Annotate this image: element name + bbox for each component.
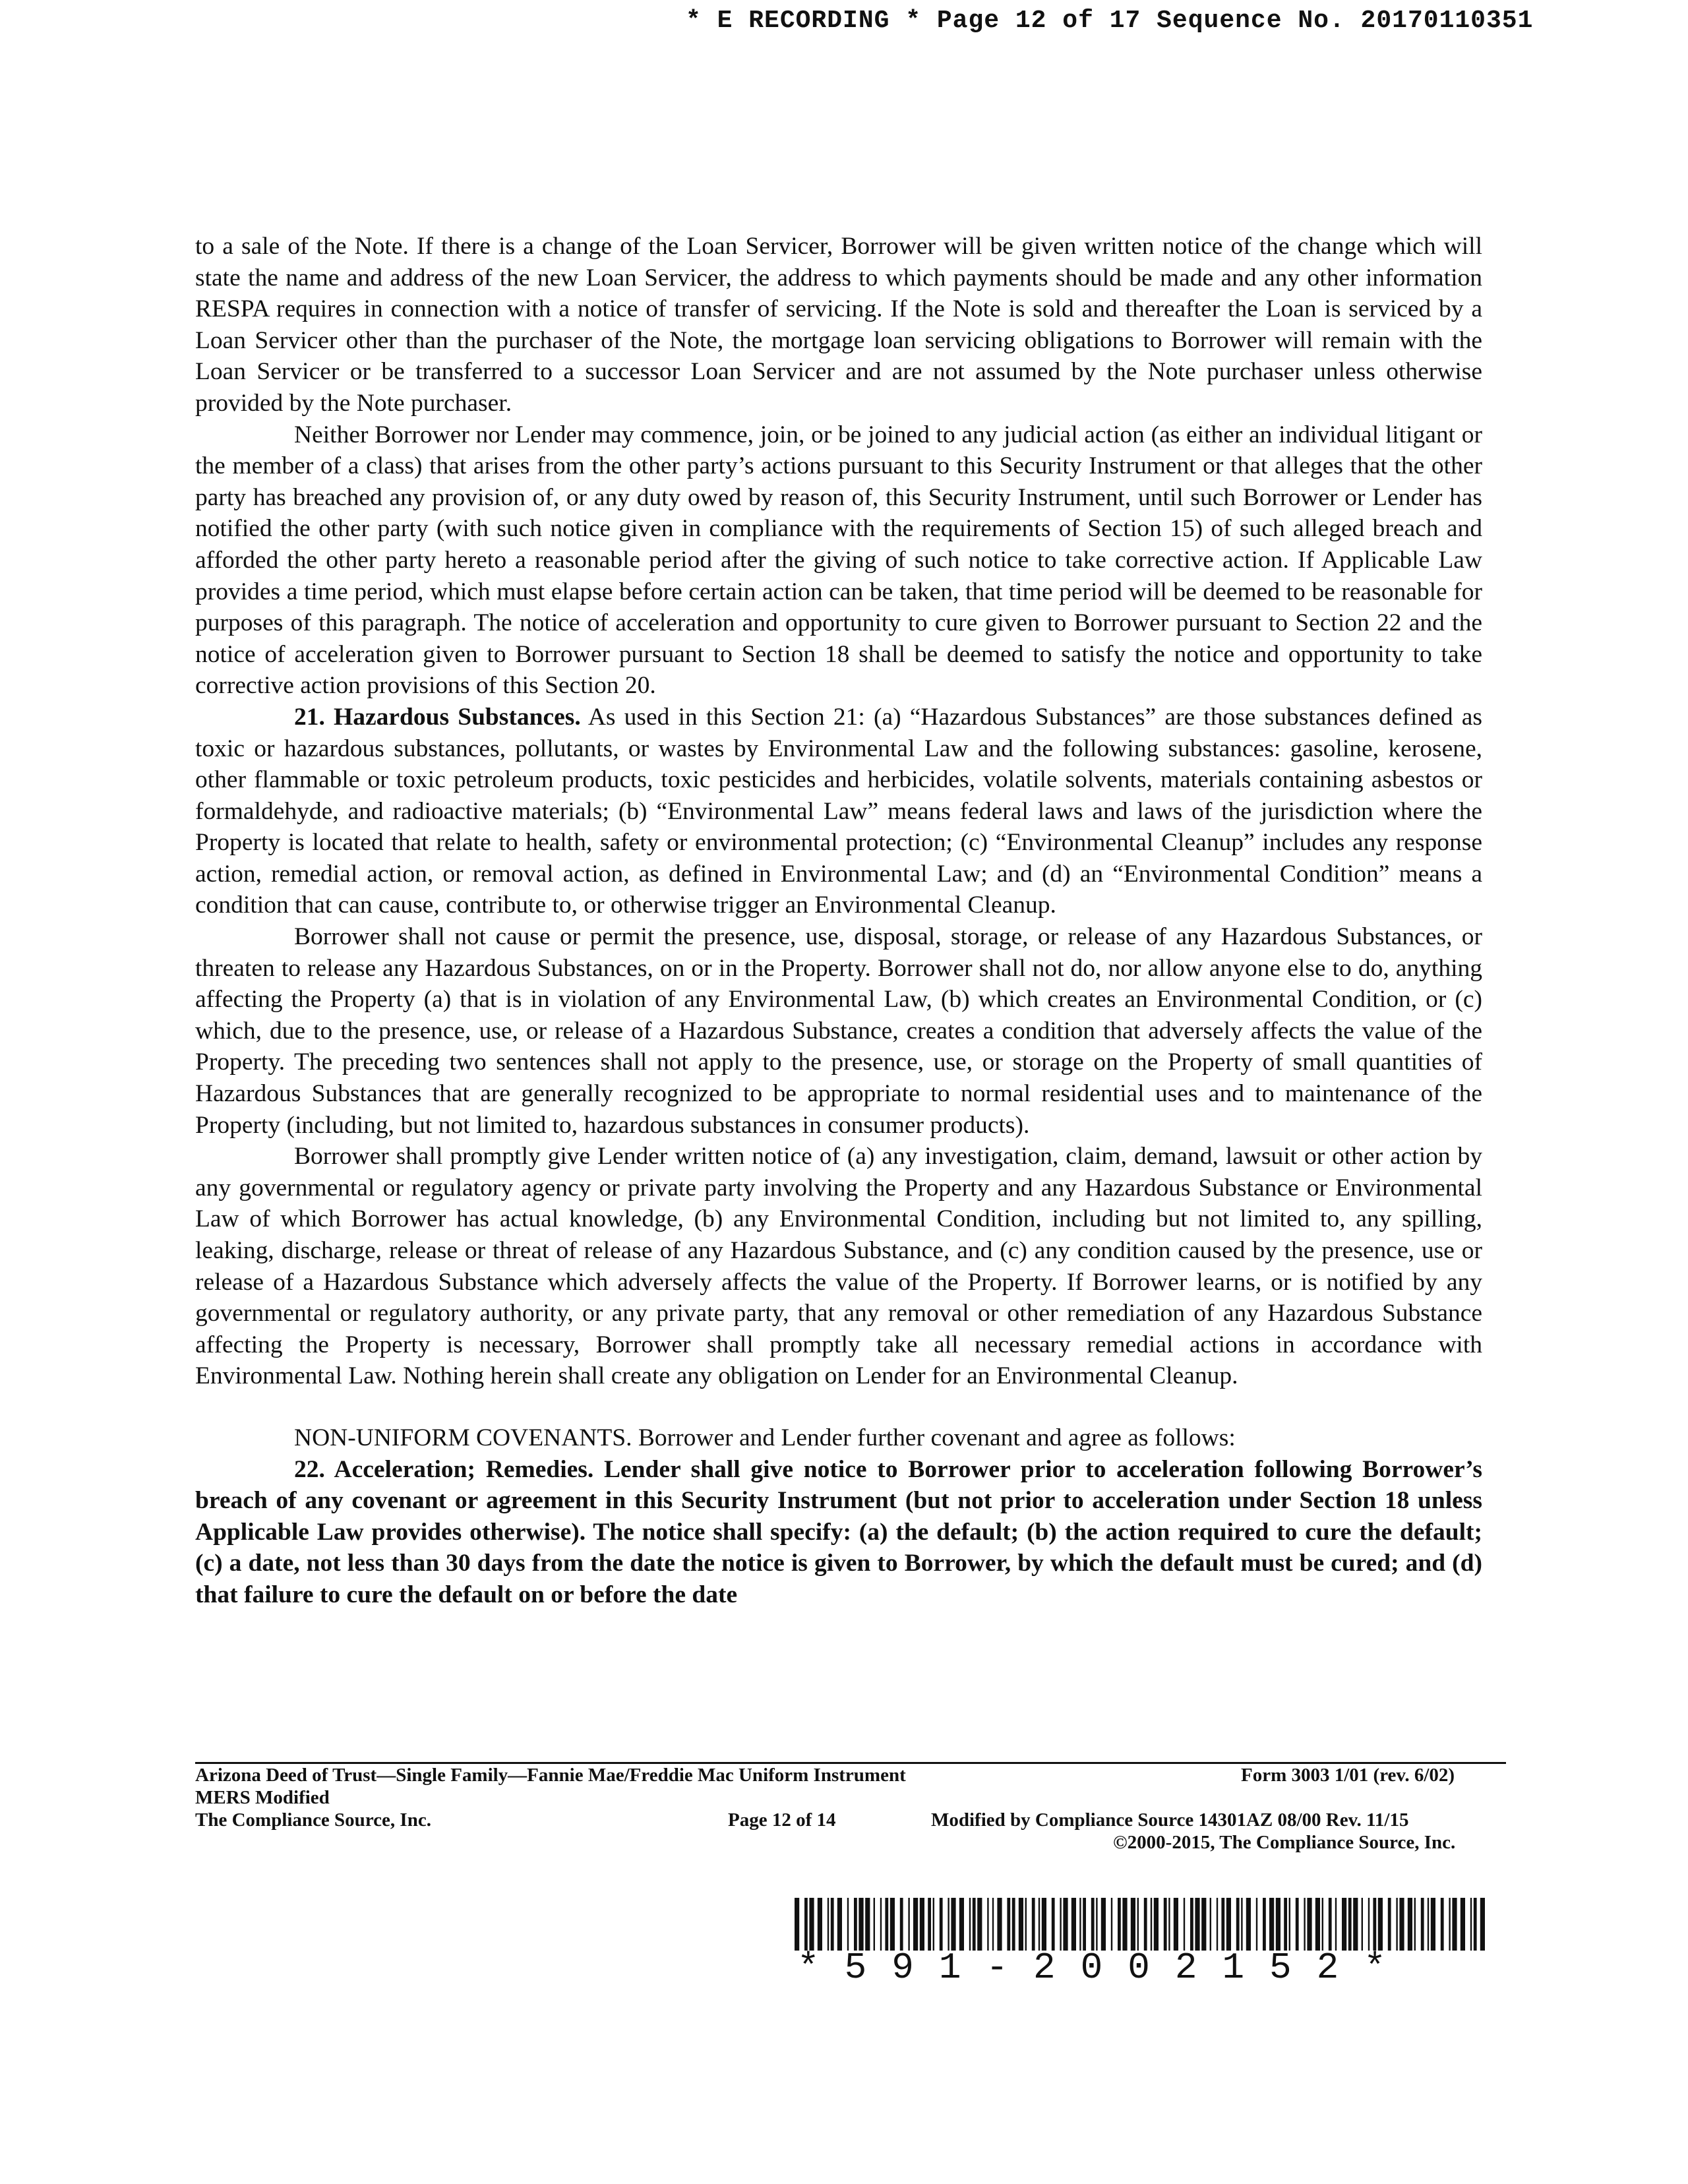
barcode-bar xyxy=(1063,1898,1068,1951)
barcode-bar xyxy=(847,1898,849,1951)
barcode-bar xyxy=(1083,1898,1086,1951)
barcode-bar xyxy=(973,1898,976,1951)
barcode-bar xyxy=(951,1898,955,1951)
barcode-bar xyxy=(908,1898,909,1951)
barcode-bar xyxy=(1025,1898,1027,1951)
barcode-bar xyxy=(1474,1898,1477,1951)
barcode-bar xyxy=(1144,1898,1147,1951)
barcode-bar xyxy=(1111,1898,1112,1951)
barcode-bar xyxy=(1322,1898,1323,1951)
barcode-bar xyxy=(1168,1898,1170,1951)
barcode-bar xyxy=(1091,1898,1095,1951)
barcode-bar xyxy=(1101,1898,1106,1951)
footer-page-number: Page 12 of 14 xyxy=(728,1809,836,1831)
barcode-bar xyxy=(1399,1898,1404,1951)
barcode-bar xyxy=(987,1898,988,1951)
barcode-bar xyxy=(1096,1898,1097,1951)
barcode-bar xyxy=(1122,1898,1127,1951)
section-21-paragraph xyxy=(195,702,1482,921)
barcode-bar xyxy=(1315,1898,1320,1951)
barcode-bar xyxy=(913,1898,918,1951)
barcode-bar xyxy=(1362,1898,1363,1951)
barcode-bar xyxy=(1342,1898,1346,1951)
barcode-bar xyxy=(1164,1898,1167,1951)
barcode-bar xyxy=(940,1898,943,1951)
section-22-paragraph: 22. Acceleration; Remedies. Lender shall give notice to Borrower prior to acceleration following Borrower’s breach of any covenant or agreement in this Security Instrument (but not prior to acceleration under Section 18 unless Applicable Law provides otherwise). The notice shall specify: (a) the default; (b) the action required to cure the default; (c) a date, not less than 30 days from the date the notice is given to Borrower, by which the default must be cured; and (d) that failure to cure the default on or before the date xyxy=(195,1455,1482,1608)
barcode-bar xyxy=(1032,1898,1035,1951)
barcode-bar xyxy=(1388,1898,1391,1951)
barcode-bar xyxy=(1276,1898,1281,1951)
barcode-bar xyxy=(1329,1898,1332,1951)
footer-modified: Modified by Compliance Source 14301AZ 08/00 Rev. 11/15 xyxy=(931,1809,1409,1831)
barcode-bar xyxy=(880,1898,882,1951)
barcode-bar xyxy=(1480,1898,1485,1951)
barcode-bar xyxy=(1256,1898,1257,1951)
barcode-bar xyxy=(831,1898,834,1951)
document-body xyxy=(195,231,1482,1611)
barcode-text: *591-2002152* xyxy=(797,1947,1411,1989)
non-uniform-covenants-heading: NON-UNIFORM COVENANTS. Borrower and Lender further covenant and agree as follows: xyxy=(294,1424,1236,1451)
barcode-bar xyxy=(1039,1898,1040,1951)
barcode-bar xyxy=(1304,1898,1305,1951)
barcode-bar xyxy=(1052,1898,1055,1951)
barcode-bar xyxy=(818,1898,822,1951)
barcode-bar xyxy=(1118,1898,1121,1951)
paragraph-borrower-notice: Borrower shall promptly give Lender written notice of (a) any investigation, claim, demand, lawsuit or other action by any governmental or regulatory agency or private party involving the Property and any Hazardous Substance or Environmental Law of which Borrower has actual knowledge, (b) any Environmental Condition, including but not limited to, any spilling, leaking, discharge, release or threat of release of any Hazardous Substance, and (c) any condition caused by the presence, use or release of a Hazardous Substance which adversely affects the value of the Property. If Borrower learns, or is notified by any governmental or regulatory authority, or any private party, that any removal or other remediation of any Hazardous Substance affecting the Property is necessary, Borrower shall promptly take all necessary remedial actions in accordance with Environmental Law. Nothing herein shall create any obligation on Lender for an Environmental Cleanup. xyxy=(195,1143,1482,1390)
barcode-bar xyxy=(1184,1898,1185,1951)
barcode-bar xyxy=(1079,1898,1081,1951)
barcode-bar xyxy=(1269,1898,1274,1951)
section-21-heading: 21. Hazardous Substances. xyxy=(294,703,581,731)
barcode-bar xyxy=(1335,1898,1337,1951)
barcode-bar xyxy=(1378,1898,1383,1951)
barcode xyxy=(788,1898,1487,1989)
barcode-bar xyxy=(1201,1898,1206,1951)
barcode-bar xyxy=(1071,1898,1076,1951)
barcode-bar xyxy=(1408,1898,1412,1951)
barcode-bar xyxy=(1012,1898,1015,1951)
barcode-bar xyxy=(1241,1898,1242,1951)
barcode-bar xyxy=(1296,1898,1299,1951)
barcode-bar xyxy=(1396,1898,1397,1951)
barcode-bar xyxy=(1284,1898,1287,1951)
barcode-bar xyxy=(1452,1898,1457,1951)
footer-form-number: Form 3003 1/01 (rev. 6/02) xyxy=(1241,1765,1455,1786)
barcode-bar xyxy=(1060,1898,1061,1951)
barcode-bar xyxy=(969,1898,971,1951)
barcode-bar xyxy=(885,1898,888,1951)
barcode-bar xyxy=(920,1898,924,1951)
barcode-bar xyxy=(1431,1898,1435,1951)
footer-form-title: Arizona Deed of Trust—Single Family—Fannie Mae/Freddie Mac Uniform Instrument xyxy=(195,1765,906,1786)
barcode-bar xyxy=(928,1898,931,1951)
barcode-bars xyxy=(788,1898,1487,1951)
page-footer xyxy=(195,1762,1506,1854)
barcode-bar xyxy=(1348,1898,1352,1951)
barcode-bar xyxy=(977,1898,982,1951)
barcode-bar xyxy=(1461,1898,1465,1951)
section-21-text: As used in this Section 21: (a) “Hazardous Substances” are those substances defined as toxic or hazardous substances, pollutants, or wastes by Environmental Law and the following substances: gasoline, kerosene, other flammable or toxic petroleum products, toxic pesticides and herbicides, volatile solvents, materials containing asbestos or formaldehyde, and radioactive materials; (b) “Environmental Law” means federal laws and laws of the jurisdiction where the Property is located that relate to health, safety or environmental protection; (c) “Environmental Cleanup” includes any response action, remedial action, or removal action, as defined in Environmental Law; and (d) an “Environmental Condition” means a condition that can cause, contribute to, or otherwise trigger an Environmental Cleanup. xyxy=(195,703,1482,919)
barcode-bar xyxy=(1368,1898,1370,1951)
barcode-bar xyxy=(959,1898,964,1951)
barcode-bar xyxy=(1246,1898,1251,1951)
barcode-bar xyxy=(1226,1898,1231,1951)
barcode-bar xyxy=(809,1898,814,1951)
barcode-bar xyxy=(837,1898,842,1951)
barcode-bar xyxy=(1449,1898,1450,1951)
paragraph-borrower-presence: Borrower shall not cause or permit the presence, use, disposal, storage, or release of any Hazardous Substances, or threaten to release any Hazardous Substances, on or in the Property. Borrower shall not do, nor allow anyone else to do, anything affecting the Property (a) that is in violation of any Environmental Law, (b) which creates an Environmental Condition, or (c) which, due to the presence, use, or release of a Hazardous Substance, creates a condition that adversely affects the value of the Property. The preceding two sentences shall not apply to the presence, use, or storage on the Property of small quantities of Hazardous Substances that are generally recognized to be appropriate to normal residential uses and to maintenance of the Property (including, but not limited to, hazardous substances in consumer products). xyxy=(195,923,1482,1139)
barcode-bar xyxy=(900,1898,903,1951)
barcode-bar xyxy=(1414,1898,1416,1951)
barcode-bar xyxy=(1137,1898,1139,1951)
barcode-bar xyxy=(933,1898,934,1951)
barcode-bar xyxy=(1307,1898,1311,1951)
paragraph-loan-servicer: to a sale of the Note. If there is a change of the Loan Servicer, Borrower will be given written notice of the change which will state the name and address of the new Loan Servicer, the address to which payments should be made and any other information RESPA requires in connection with a notice of transfer of servicing. If the Note is sold and thereafter the Loan is serviced by a Loan Servicer other than the purchaser of the Note, the mortgage loan servicing obligations to Borrower will remain with the Loan Servicer or be transferred to a successor Loan Servicer and are not assumed by the Note purchaser unless otherwise provided by the Note purchaser. xyxy=(195,233,1482,417)
barcode-bar xyxy=(874,1898,875,1951)
footer-company: The Compliance Source, Inc. xyxy=(195,1809,431,1831)
barcode-bar xyxy=(1470,1898,1472,1951)
barcode-bar xyxy=(1195,1898,1199,1951)
paragraph-judicial-action: Neither Borrower nor Lender may commence, join, or be joined to any judicial action (as either an individual litigant or the member of a class) that arises from the other party’s actions pursuant to this Security Instrument or that alleges that the other party has breached any provision of, or any duty owed by reason of, this Security Instrument, until such Borrower or Lender has notified the other party (with such notice given in compliance with the requirements of Section 15) of such alleged breach and afforded the other party hereto a reasonable period after the giving of such notice to take corrective action. If Applicable Law provides a time period, which must elapse before certain action can be taken, that time period will be deemed to be reasonable for purposes of this paragraph. The notice of acceleration and opportunity to cure given to Borrower pursuant to Section 22 and the notice of acceleration given to Borrower pursuant to Section 18 shall be deemed to satisfy the notice and opportunity to take corrective action provisions of this Section 20. xyxy=(195,421,1482,700)
barcode-bar xyxy=(865,1898,870,1951)
barcode-bar xyxy=(1210,1898,1211,1951)
barcode-bar xyxy=(1042,1898,1046,1951)
barcode-bar xyxy=(795,1898,799,1951)
barcode-bar xyxy=(854,1898,857,1951)
barcode-bar xyxy=(1151,1898,1152,1951)
barcode-bar xyxy=(1289,1898,1290,1951)
barcode-bar xyxy=(1441,1898,1444,1951)
barcode-bar xyxy=(1353,1898,1358,1951)
barcode-bar xyxy=(1019,1898,1023,1951)
footer-mers: MERS Modified xyxy=(195,1787,330,1808)
barcode-bar xyxy=(890,1898,895,1951)
barcode-bar xyxy=(1154,1898,1159,1951)
barcode-bar xyxy=(1221,1898,1224,1951)
barcode-bar xyxy=(828,1898,829,1951)
barcode-bar xyxy=(1428,1898,1429,1951)
barcode-bar xyxy=(1263,1898,1266,1951)
barcode-bar xyxy=(992,1898,994,1951)
barcode-bar xyxy=(948,1898,949,1951)
barcode-bar xyxy=(1421,1898,1424,1951)
footer-copyright: ©2000-2015, The Compliance Source, Inc. xyxy=(1113,1832,1456,1853)
barcode-bar xyxy=(1373,1898,1376,1951)
barcode-bar xyxy=(1217,1898,1218,1951)
barcode-bar xyxy=(804,1898,808,1951)
barcode-bar xyxy=(859,1898,863,1951)
barcode-bar xyxy=(997,1898,1002,1951)
barcode-bar xyxy=(1131,1898,1135,1951)
recording-header: * E RECORDING * Page 12 of 17 Sequence No. 20170110351 xyxy=(686,7,1534,35)
barcode-bar xyxy=(1007,1898,1010,1951)
barcode-bar xyxy=(1190,1898,1193,1951)
barcode-bar xyxy=(1236,1898,1240,1951)
barcode-bar xyxy=(1174,1898,1178,1951)
